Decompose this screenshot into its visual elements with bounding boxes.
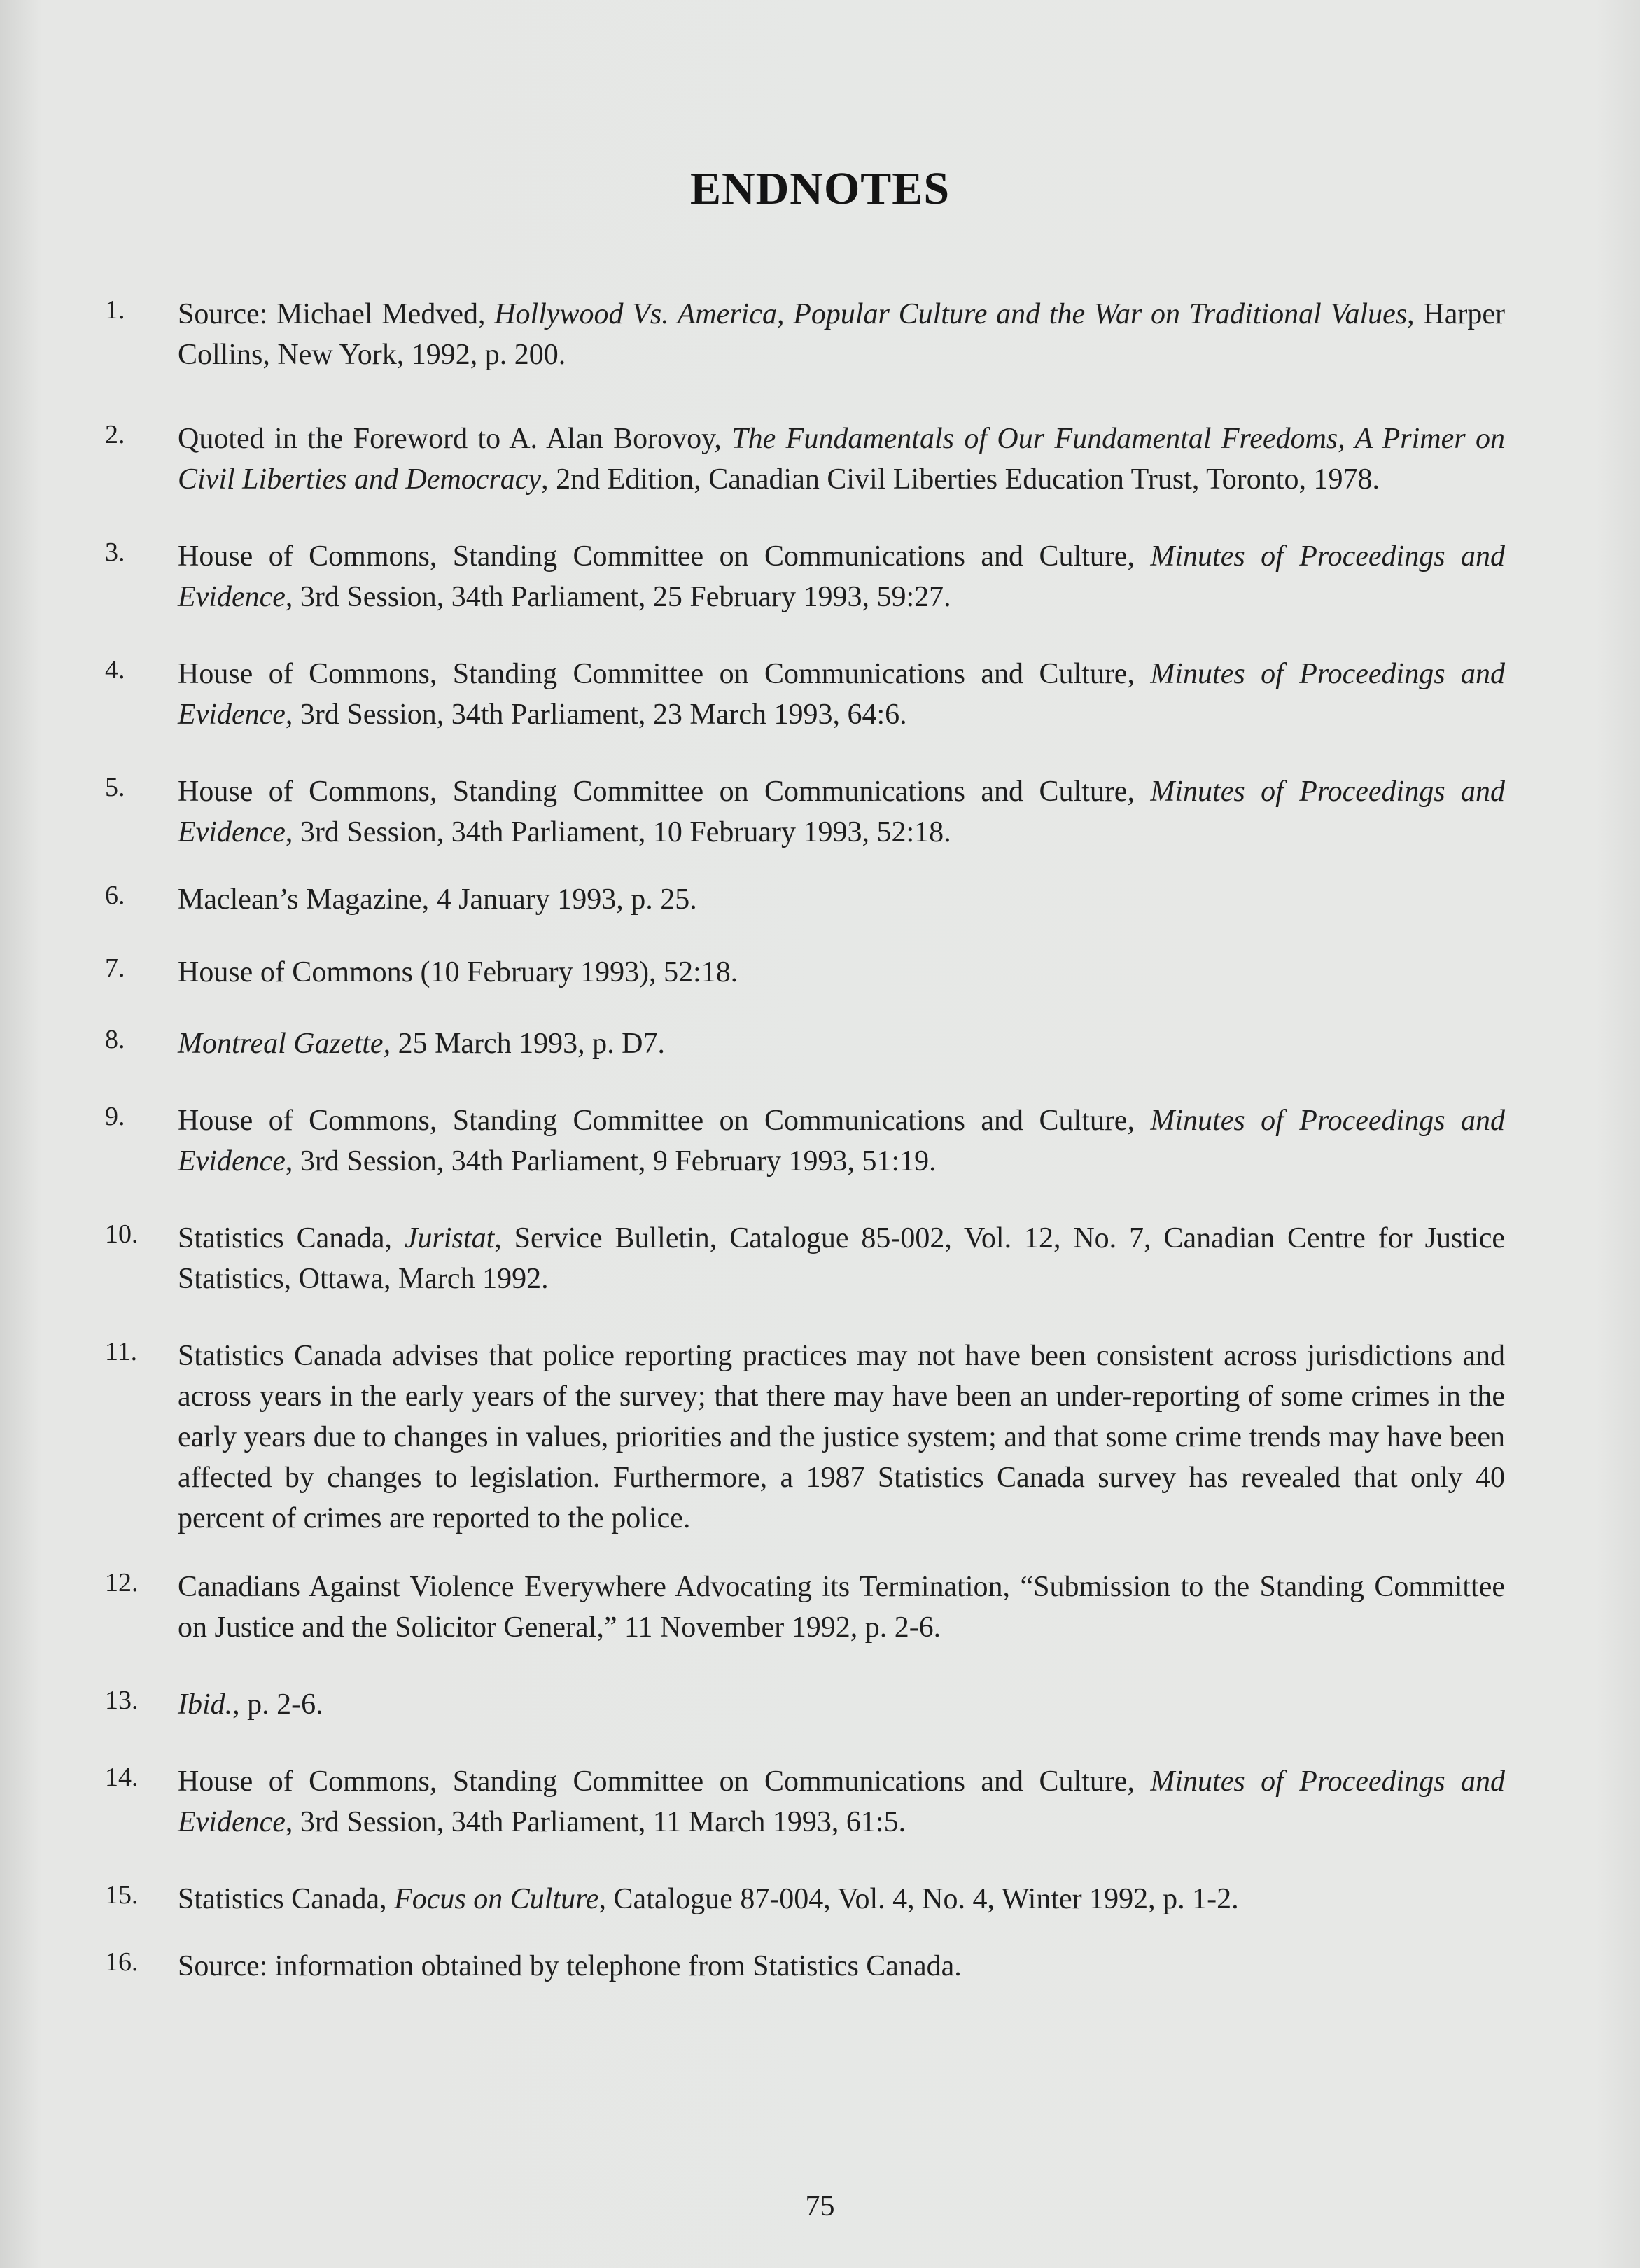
endnote (105, 294, 1505, 375)
endnote-text: Maclean’s Magazine, 4 January 1993, p. 25. (178, 883, 697, 916)
endnotes-list (105, 294, 1505, 1987)
endnote-number: 5. (105, 773, 125, 802)
endnote-text: Canadians Against Violence Everywhere Advocating its Termination, “Submission to the Standing Committee on Justice and the Solicitor General,” 11 November 1992, p. 2-6. (178, 1571, 1505, 1644)
endnote (105, 879, 1505, 920)
endnote (105, 1218, 1505, 1299)
endnote-text: House of Commons, Standing Committee on Communications and Culture, (178, 776, 1151, 808)
endnote-number: 14. (105, 1763, 139, 1792)
endnote-text-tail: , 3rd Session, 34th Parliament, 25 February 1993, 59:27. (285, 581, 951, 613)
endnote-text-tail: , Catalogue 87-004, Vol. 4, No. 4, Winter 1992, p. 1-2. (598, 1883, 1239, 1915)
endnote (105, 1100, 1505, 1182)
endnote-number: 3. (105, 538, 125, 567)
endnote-text-tail: , 3rd Session, 34th Parliament, 10 February 1993, 52:18. (285, 816, 951, 848)
endnote (105, 1336, 1505, 1539)
endnote (105, 536, 1505, 617)
endnote-text-tail: , p. 2-6. (232, 1688, 323, 1721)
endnote-text-tail: , 3rd Session, 34th Parliament, 23 March 1993, 64:6. (285, 699, 907, 731)
endnote-text-tail: , 25 March 1993, p. D7. (383, 1028, 666, 1060)
endnote-number: 1. (105, 295, 125, 325)
endnote-number: 2. (105, 420, 125, 449)
endnote-title: Minutes of Proceedings and Evidence (178, 1105, 1505, 1177)
page-title: ENDNOTES (689, 163, 951, 214)
endnote-title: Minutes of Proceedings and Evidence (178, 1765, 1505, 1838)
endnote-number: 10. (105, 1219, 139, 1249)
endnote-title: Montreal Gazette (178, 1028, 384, 1060)
endnote-title: Juristat (404, 1222, 495, 1254)
endnote-title: Hollywood Vs. America, Popular Culture and the War on Traditional Values (494, 298, 1408, 330)
endnote-number: 15. (105, 1880, 139, 1910)
endnote-text: House of Commons, Standing Committee on Communications and Culture, (178, 540, 1151, 573)
endnote-title: Ibid. (178, 1688, 233, 1721)
endnote-title: The Fundamentals of Our Fundamental Freedoms, A Primer on Civil Liberties and Democracy (178, 423, 1505, 496)
endnote (105, 771, 1505, 853)
endnote-text: Source: information obtained by telephone from Statistics Canada. (178, 1950, 962, 1982)
endnote-title: Minutes of Proceedings and Evidence (178, 540, 1505, 613)
endnote-number: 6. (105, 881, 125, 910)
endnote (105, 1879, 1505, 1919)
endnote-text: Source: Michael Medved, (178, 298, 495, 330)
endnote-text: House of Commons, Standing Committee on Communications and Culture, (178, 658, 1151, 690)
endnote-number: 9. (105, 1102, 125, 1131)
endnote-number: 7. (105, 953, 125, 983)
endnote-text: Statistics Canada advises that police reporting practices may not have been consistent across jurisdictions and across years in the early years of the survey; that there may have been an under-reporting of some crimes in the early years due to changes in values, priorities and the justice system; and that some crime trends may have been affected by changes to legislation. Furthermore, a 1987 Statistics Canada survey has revealed that only 40 percent of crimes are reported to the police. (178, 1340, 1505, 1534)
endnote-text-tail: , Service Bulletin, Catalogue 85-002, Vol. 12, No. 7, Canadian Centre for Justice Statistics, Ottawa, March 1992. (178, 1222, 1505, 1295)
endnote-text: House of Commons, Standing Committee on Communications and Culture, (178, 1105, 1151, 1137)
endnote-number: 8. (105, 1025, 125, 1054)
endnote-text-tail: , 3rd Session, 34th Parliament, 11 March 1993, 61:5. (285, 1806, 906, 1838)
endnote-text: Statistics Canada, (178, 1222, 405, 1254)
endnote-number: 11. (105, 1337, 138, 1366)
endnote (105, 1946, 1505, 1987)
endnote-title: Minutes of Proceedings and Evidence (178, 658, 1505, 731)
endnote-number: 13. (105, 1686, 139, 1715)
endnote (105, 1567, 1505, 1648)
endnote-title: Minutes of Proceedings and Evidence (178, 776, 1505, 848)
endnote (105, 419, 1505, 500)
endnote (105, 1023, 1505, 1064)
endnote-title: Focus on Culture (394, 1883, 599, 1915)
endnote (105, 1684, 1505, 1725)
endnote-text-tail: , 3rd Session, 34th Parliament, 9 February 1993, 51:19. (285, 1145, 937, 1177)
endnote-text: House of Commons (10 February 1993), 52:18. (178, 956, 738, 988)
endnote-text-tail: , Harper Collins, New York, 1992, p. 200. (178, 298, 1505, 371)
endnote (105, 952, 1505, 993)
endnote-text: House of Commons, Standing Committee on Communications and Culture, (178, 1765, 1151, 1798)
endnote-number: 16. (105, 1947, 139, 1977)
endnote-text: Statistics Canada, (178, 1883, 395, 1915)
endnote-number: 12. (105, 1568, 139, 1597)
page-number: 75 (805, 2190, 835, 2222)
endnote-number: 4. (105, 655, 125, 685)
endnote-text-tail: , 2nd Edition, Canadian Civil Liberties Education Trust, Toronto, 1978. (541, 463, 1380, 496)
endnote (105, 1761, 1505, 1842)
endnote-text: Quoted in the Foreword to A. Alan Borovoy, (178, 423, 732, 455)
endnote (105, 654, 1505, 735)
